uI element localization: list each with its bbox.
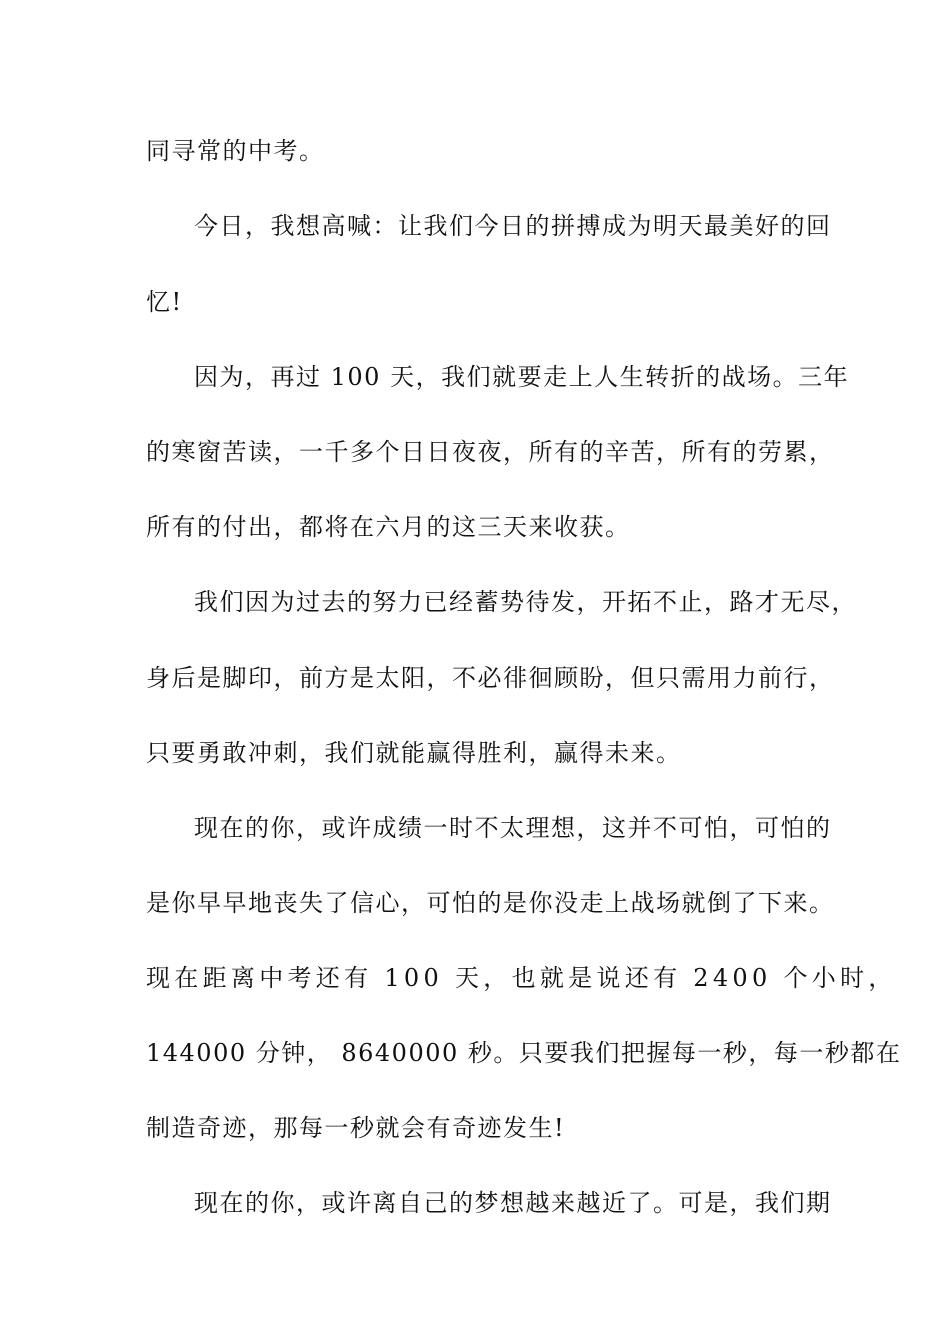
paragraph-first-line: 现在的你，或许离自己的梦想越来越近了。可是，我们期	[194, 1189, 832, 1217]
text-line: 制造奇迹，那每一秒就会有奇迹发生!	[146, 1114, 566, 1142]
text-line: 是你早早地丧失了信心，可怕的是你没走上战场就倒了下来。	[146, 889, 835, 917]
text-line: 现在距离中考还有 100 天，也就是说还有 2400 个小时，	[146, 964, 897, 992]
text-line: 144000 分钟， 8640000 秒。只要我们把握每一秒，每一秒都在	[146, 1039, 902, 1067]
text-line: 忆!	[146, 288, 183, 316]
text-line: 身后是脚印，前方是太阳，不必徘徊顾盼，但只需用力前行，	[146, 664, 835, 692]
paragraph-first-line: 现在的你，或许成绩一时不太理想，这并不可怕，可怕的	[194, 814, 832, 842]
text-line: 同寻常的中考。	[146, 137, 325, 165]
paragraph-first-line: 我们因为过去的努力已经蓄势待发，开拓不止，路才无尽，	[194, 588, 857, 616]
text-line: 只要勇敢冲刺，我们就能赢得胜利，赢得未来。	[146, 739, 682, 767]
paragraph-first-line: 因为，再过 100 天，我们就要走上人生转折的战场。三年	[194, 363, 850, 391]
paragraph-first-line: 今日，我想高喊：让我们今日的拼搏成为明天最美好的回	[194, 212, 832, 240]
text-line: 的寒窗苦读，一千多个日日夜夜，所有的辛苦，所有的劳累，	[146, 438, 835, 466]
text-line: 所有的付出，都将在六月的这三天来收获。	[146, 513, 631, 541]
